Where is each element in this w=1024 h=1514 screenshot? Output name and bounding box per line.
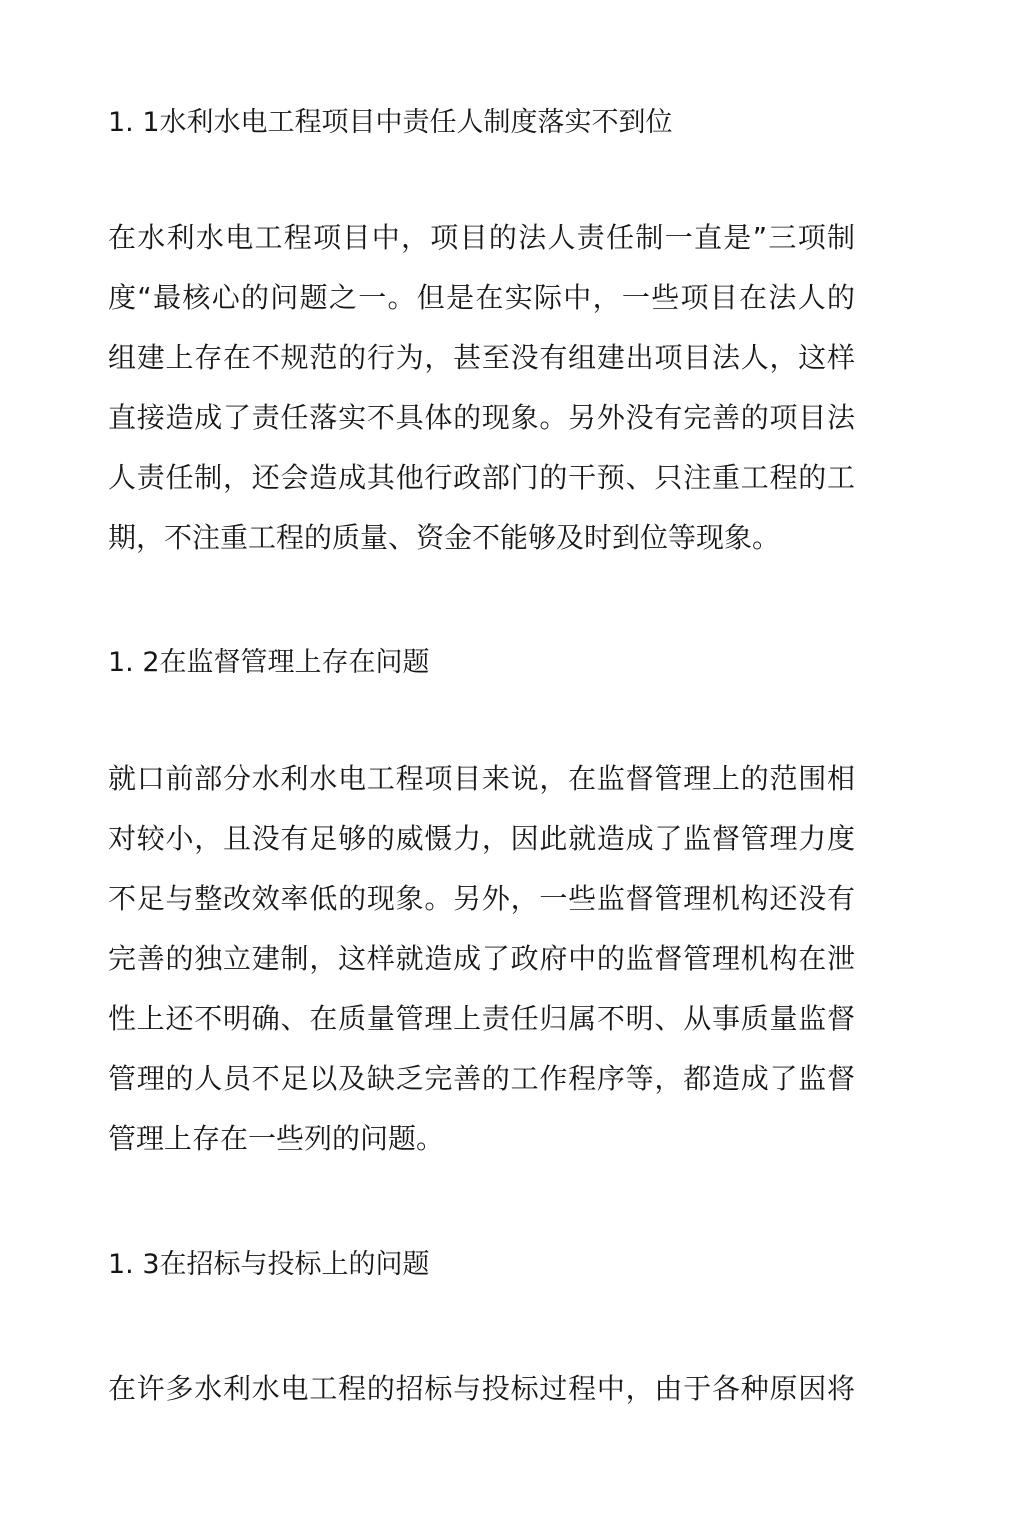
paragraph-line: 在许多水利水电工程的招标与投标过程中，由于各种原因将 <box>108 1372 855 1405</box>
section-paragraph-1-1 <box>108 208 855 568</box>
paragraph-line: 度“最核心的问题之一。但是在实际中，一些项目在法人的 <box>108 281 855 314</box>
paragraph-line: 完善的独立建制，这样就造成了政府中的监督管理机构在泄 <box>108 942 855 975</box>
paragraph-line: 人责任制，还会造成其他行政部门的干预、只注重工程的工 <box>108 461 855 494</box>
section-heading-1-1: 1. 1水利水电工程项目中责任人制度落实不到位 <box>108 107 673 138</box>
paragraph-line: 直接造成了责任落实不具体的现象。另外没有完善的项目法 <box>108 401 855 434</box>
paragraph-line: 不足与整改效率低的现象。另外，一些监督管理机构还没有 <box>108 882 855 915</box>
paragraph-line: 管理上存在一些列的问题。 <box>108 1122 445 1155</box>
paragraph-line: 管理的人员不足以及缺乏完善的工作程序等，都造成了监督 <box>108 1062 855 1095</box>
paragraph-line: 就口前部分水利水电工程项目来说，在监督管理上的范围相 <box>108 762 855 795</box>
section-heading-1-3: 1. 3在招标与投标上的问题 <box>108 1249 430 1280</box>
paragraph-line: 组建上存在不规范的行为，甚至没有组建出项目法人，这样 <box>108 341 855 374</box>
section-paragraph-1-2 <box>108 749 855 1169</box>
section-paragraph-1-3 <box>108 1359 855 1419</box>
paragraph-line: 性上还不明确、在质量管理上责任归属不明、从事质量监督 <box>108 1002 855 1035</box>
paragraph-line: 对较小，且没有足够的威慑力，因此就造成了监督管理力度 <box>108 822 855 855</box>
paragraph-line: 在水利水电工程项目中，项目的法人责任制一直是”三项制 <box>108 221 855 254</box>
paragraph-line: 期，不注重工程的质量、资金不能够及时到位等现象。 <box>108 521 781 554</box>
section-heading-1-2: 1. 2在监督管理上存在问题 <box>108 647 430 678</box>
